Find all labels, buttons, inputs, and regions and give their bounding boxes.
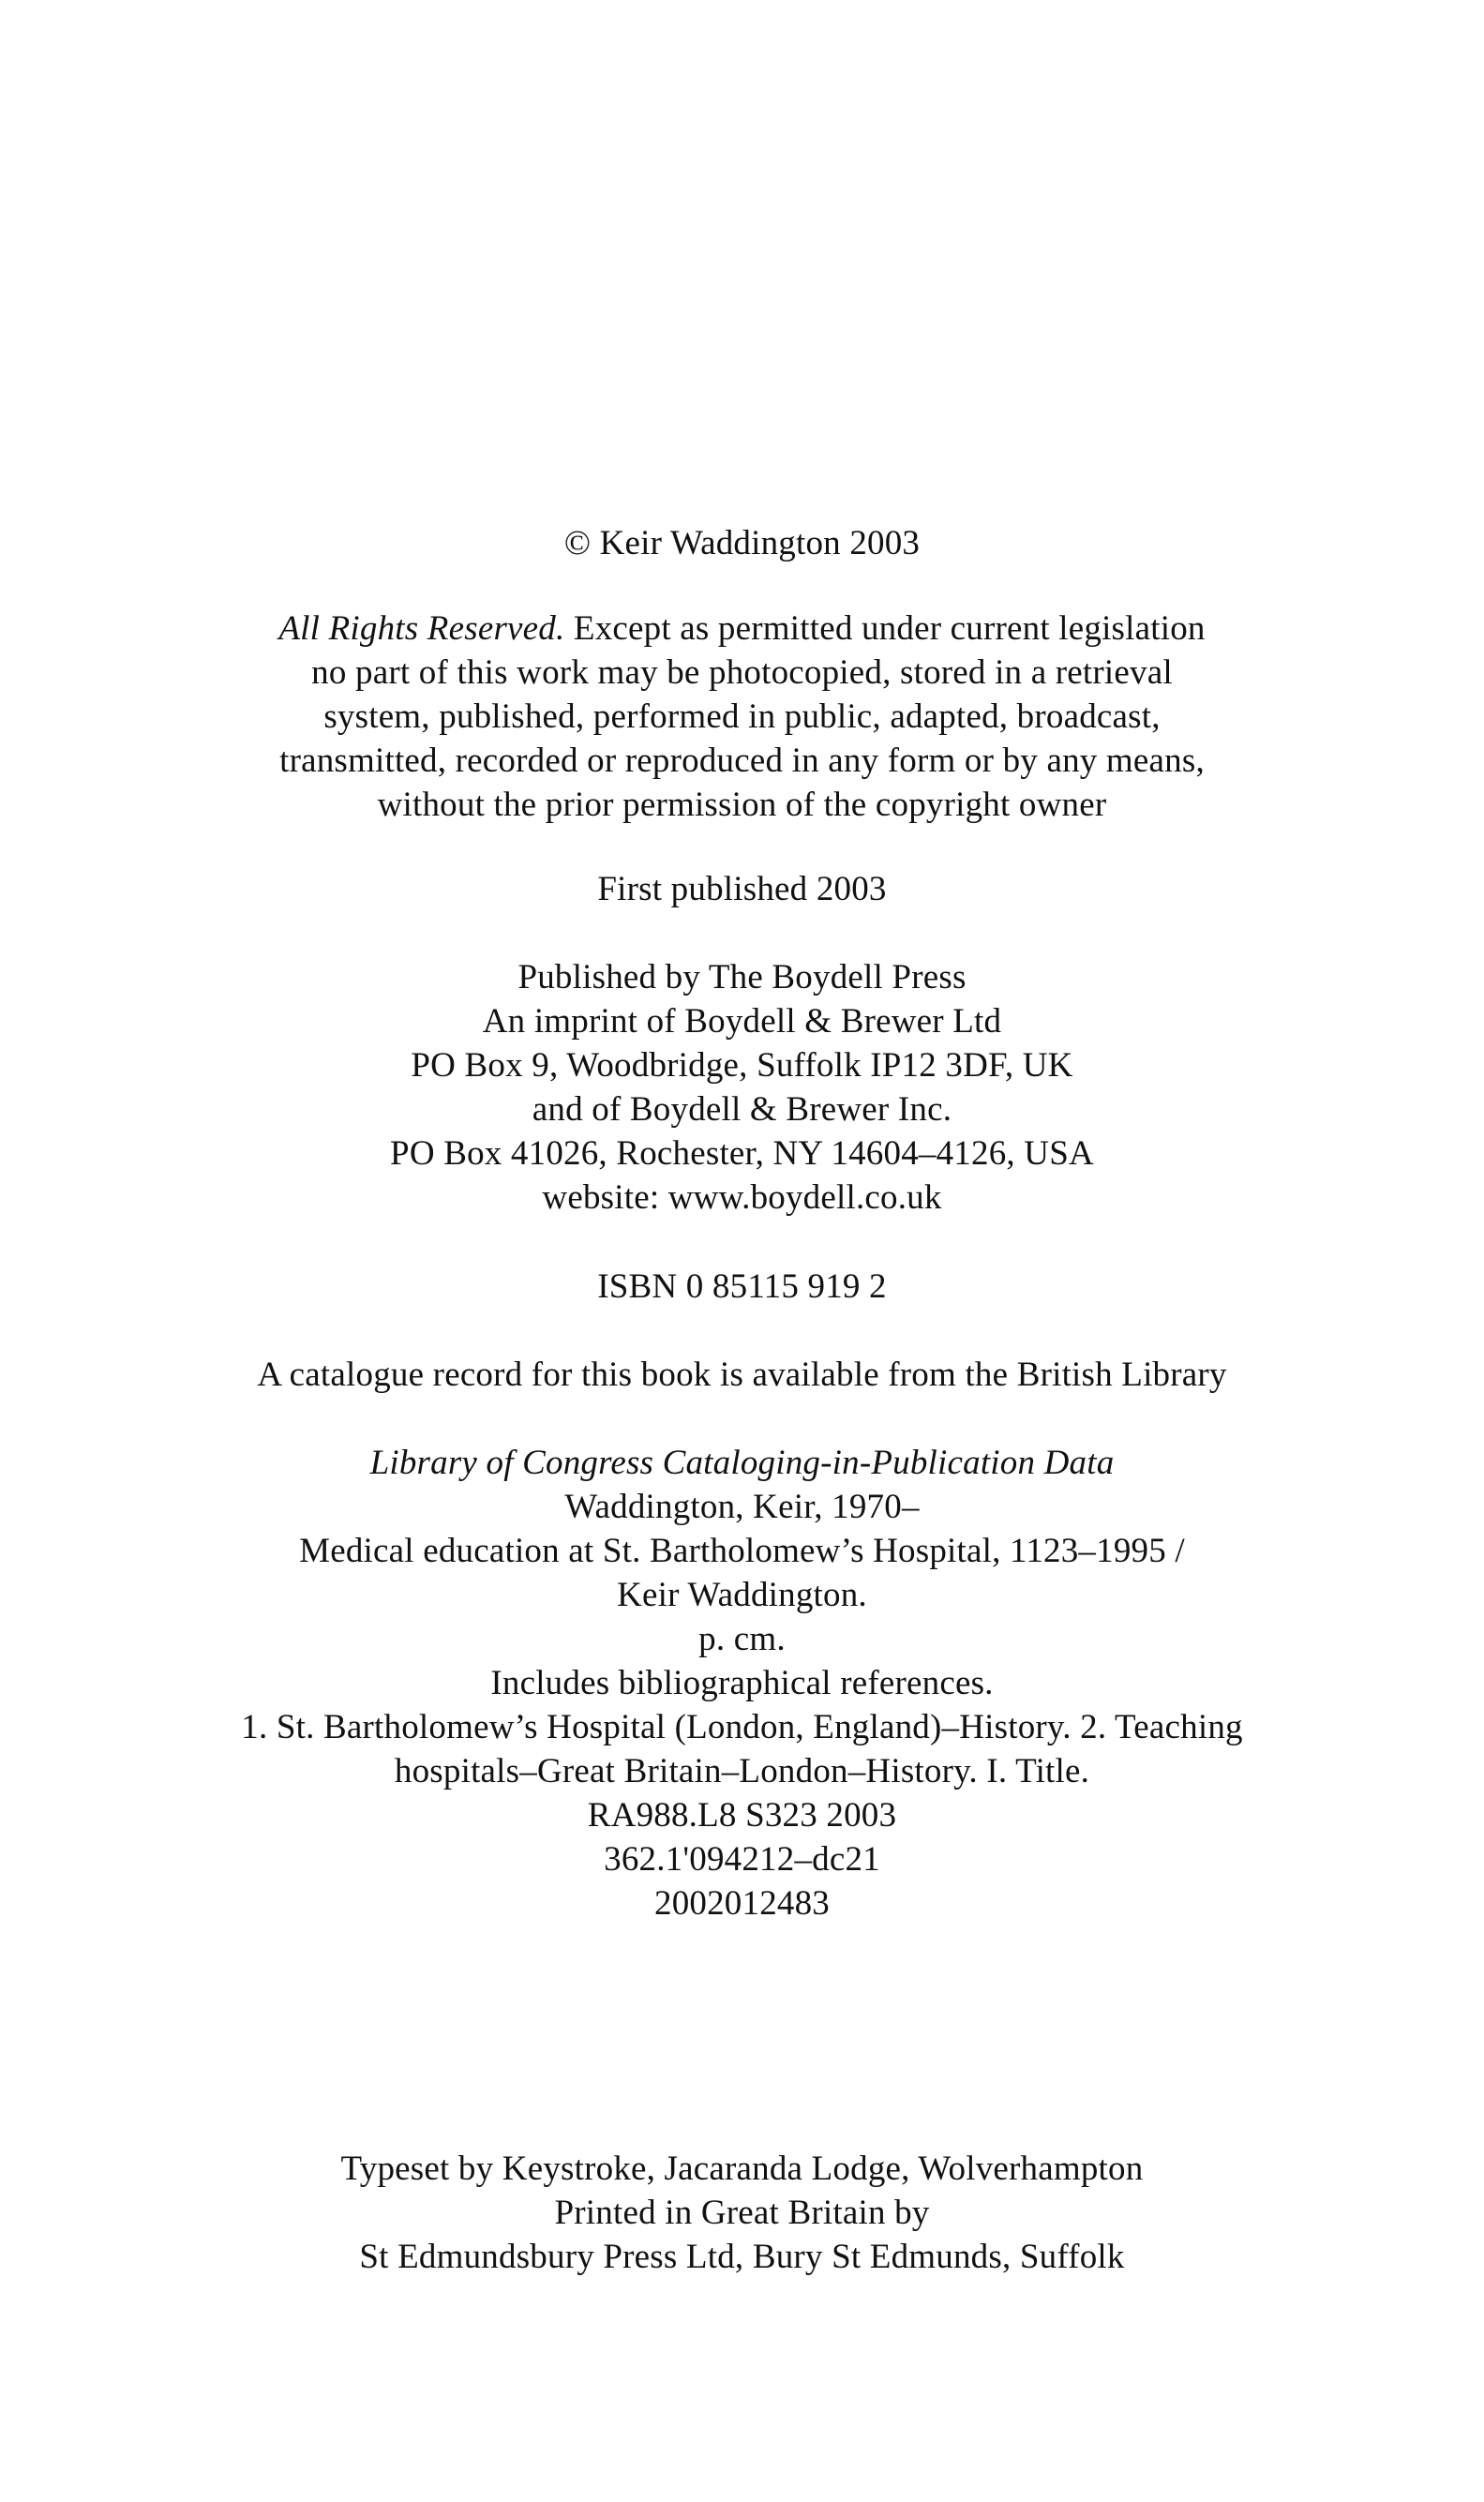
- loc-line-10: 2002012483: [654, 1884, 830, 1923]
- loc-line-4: p. cm.: [698, 1620, 786, 1658]
- loc-line-6: 1. St. Bartholomew’s Hospital (London, England)–History. 2. Teaching: [241, 1708, 1243, 1746]
- loc-line-2: Medical education at St. Bartholomew’s Hospital, 1123–1995 /: [299, 1532, 1185, 1570]
- publisher-line-4: and of Boydell & Brewer Inc.: [532, 1090, 952, 1129]
- copyright-notice: [0, 521, 1484, 565]
- publisher-line-5: PO Box 41026, Rochester, NY 14604–4126, USA: [390, 1134, 1094, 1173]
- catalogue-record-line: A catalogue record for this book is available from the British Library: [257, 1356, 1227, 1394]
- printer-info: [0, 2147, 1484, 2279]
- publisher-website: website: www.boydell.co.uk: [542, 1178, 942, 1217]
- isbn: [0, 1265, 1484, 1309]
- printer-line-1: Typeset by Keystroke, Jacaranda Lodge, Wolverhampton: [340, 2150, 1144, 2188]
- publisher-line-2: An imprint of Boydell & Brewer Ltd: [482, 1002, 1002, 1041]
- printer-line-3: St Edmundsbury Press Ltd, Bury St Edmunds, Suffolk: [359, 2238, 1125, 2276]
- rights-line-3: system, published, performed in public, adapted, broadcast,: [323, 697, 1161, 736]
- catalogue-record: [0, 1353, 1484, 1397]
- rights-line-1: [0, 607, 1484, 651]
- rights-line-2: no part of this work may be photocopied, stored in a retrieval: [311, 653, 1173, 692]
- loc-line-8: RA988.L8 S323 2003: [587, 1796, 897, 1835]
- loc-line-3: Keir Waddington.: [617, 1576, 867, 1614]
- first-published: [0, 867, 1484, 911]
- loc-line-1: Waddington, Keir, 1970–: [564, 1488, 920, 1526]
- first-published-line: First published 2003: [597, 870, 887, 908]
- publisher-info: [0, 955, 1484, 1220]
- copyright-line: © Keir Waddington 2003: [563, 524, 921, 562]
- loc-cataloging-data: [0, 1441, 1484, 1925]
- rights-statement: [0, 607, 1484, 827]
- isbn-line: ISBN 0 85115 919 2: [597, 1267, 887, 1306]
- loc-line-5: Includes bibliographical references.: [490, 1664, 994, 1702]
- publisher-line-1: Published by The Boydell Press: [517, 958, 967, 996]
- printer-line-2: Printed in Great Britain by: [554, 2194, 930, 2232]
- loc-line-7: hospitals–Great Britain–London–History. I. Title.: [394, 1752, 1090, 1790]
- loc-heading: Library of Congress Cataloging-in-Publication Data: [369, 1444, 1115, 1482]
- rights-lead: All Rights Reserved.: [278, 609, 565, 648]
- loc-line-9: 362.1'094212–dc21: [604, 1840, 880, 1879]
- rights-line-1-text: Except as permitted under current legislation: [564, 609, 1206, 648]
- publisher-line-3: PO Box 9, Woodbridge, Suffolk IP12 3DF, UK: [411, 1046, 1073, 1085]
- rights-line-5: without the prior permission of the copyright owner: [377, 786, 1107, 824]
- rights-line-4: transmitted, recorded or reproduced in any form or by any means,: [279, 742, 1205, 780]
